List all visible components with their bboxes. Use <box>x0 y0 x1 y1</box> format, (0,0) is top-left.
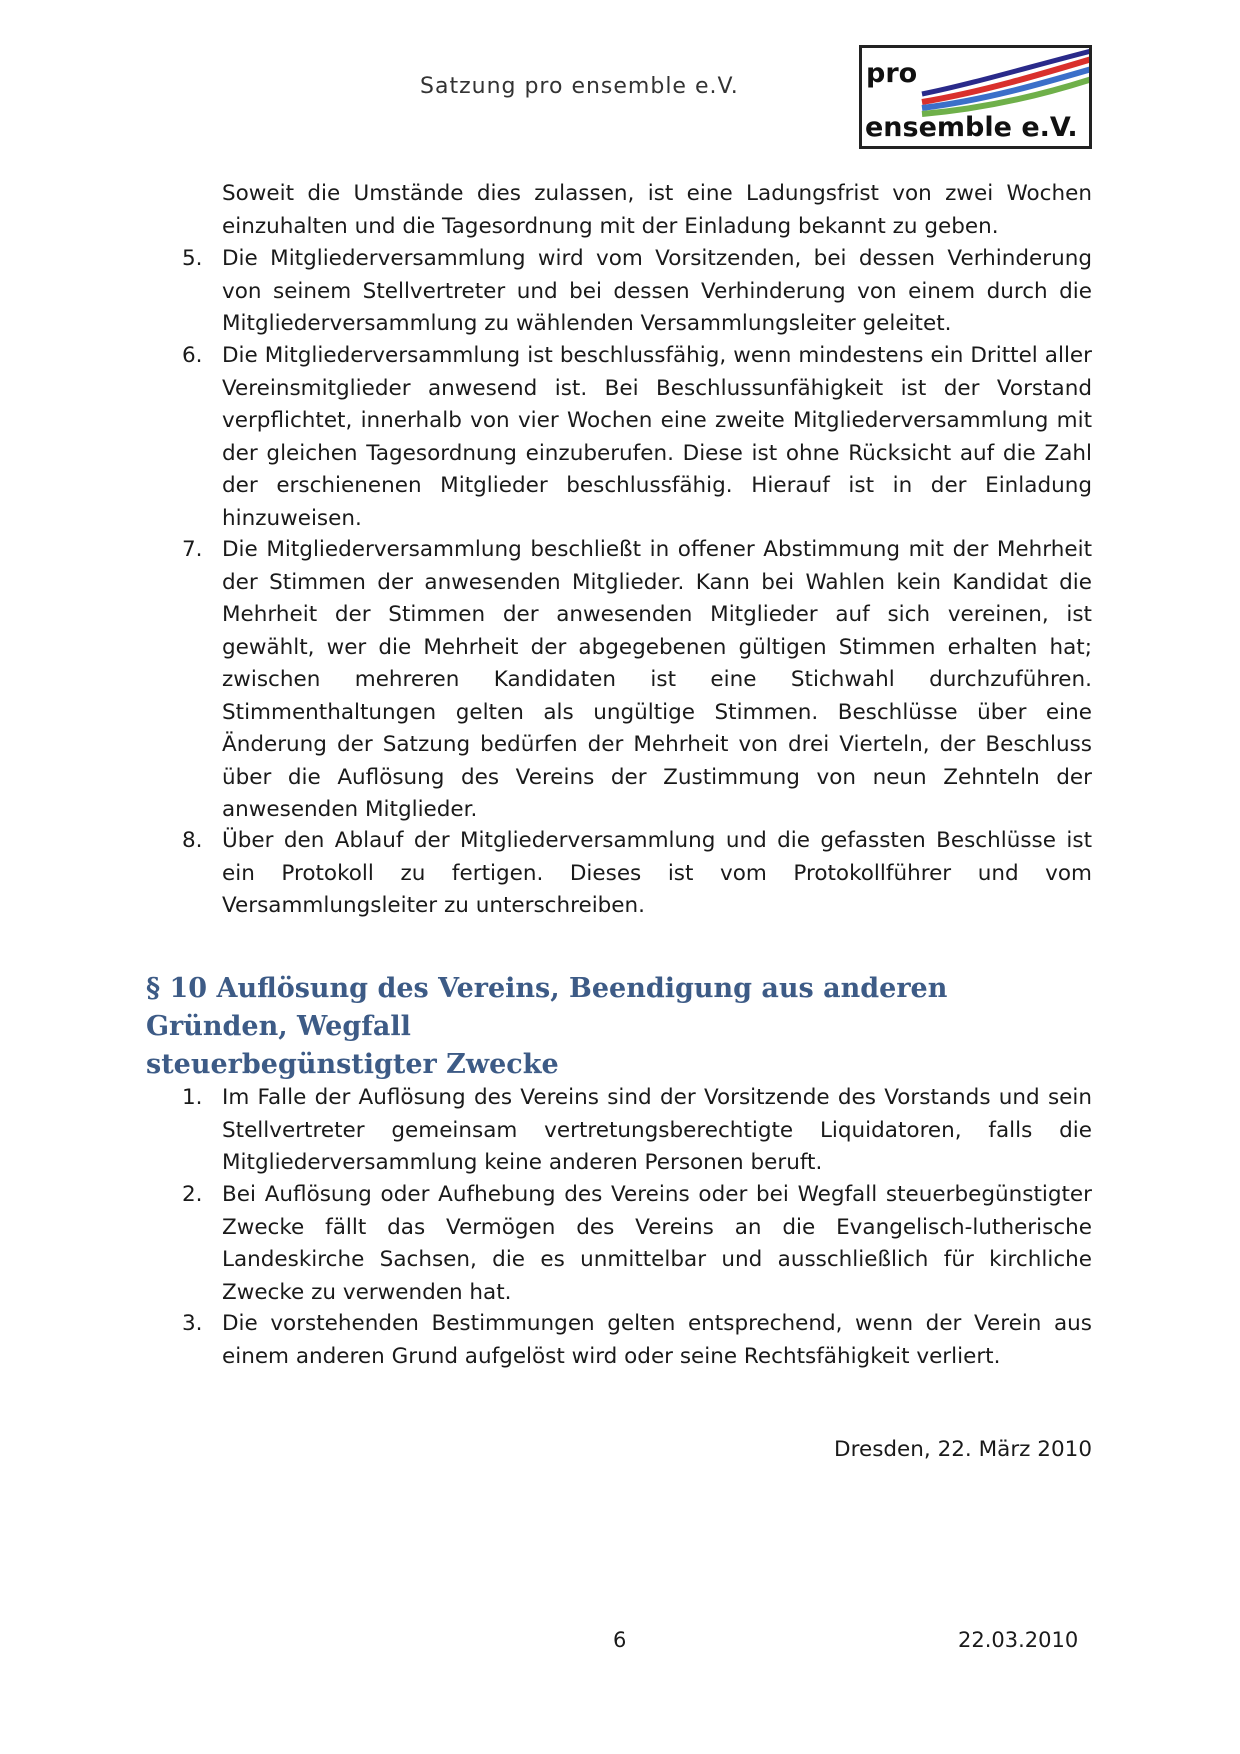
footer-date: 22.03.2010 <box>958 1628 1079 1652</box>
list-item-number: 1. <box>182 1085 203 1110</box>
list-item-text: Im Falle der Auflösung des Vereins sind der Vorsitzende des Vorstands und sein Stellvertreter gemeinsam vertretungsberechtigte Liquidatoren, falls die Mitgliederversammlung keine anderen Personen beruft. <box>222 1085 1092 1175</box>
list-item-number: 5. <box>182 246 203 271</box>
list-item-text: Die Mitgliederversammlung ist beschlussfähig, wenn mindestens ein Drittel aller Vereinsmitglieder anwesend ist. Bei Beschlussunfähigkeit ist der Vorstand verpflichtet, innerhalb von vier Wochen eine zweite Mitgliederversammlung mit der gleichen Tagesordnung einzuberufen. Diese ist ohne Rücksicht auf die Zahl der erschienenen Mitglieder beschlussfähig. Hierauf ist in der Einladung hinzuweisen. <box>222 343 1092 531</box>
logo-text-ensemble: ensemble e.V. <box>865 112 1078 143</box>
continuation-paragraph: Soweit die Umstände dies zulassen, ist eine Ladungsfrist von zwei Wochen einzuhalten und die Tagesordnung mit der Einladung bekannt zu geben. <box>222 181 1092 239</box>
list-item <box>182 1179 1092 1309</box>
list-item <box>182 243 1092 341</box>
list-item-text: Über den Ablauf der Mitgliederversammlung und die gefassten Beschlüsse ist ein Protokoll zu fertigen. Dieses ist vom Protokollführer und vom Versammlungsleiter zu unterschreiben. <box>222 828 1092 918</box>
page-number: 6 <box>613 1628 627 1652</box>
section-heading <box>146 970 1092 1084</box>
section-heading-line2: steuerbegünstigter Zwecke <box>146 1049 559 1080</box>
list-item-text: Die vorstehenden Bestimmungen gelten entsprechend, wenn der Verein aus einem anderen Grund aufgelöst wird oder seine Rechtsfähigkeit verliert. <box>222 1311 1092 1369</box>
list-item <box>182 1082 1092 1180</box>
place-and-date: Dresden, 22. März 2010 <box>834 1437 1092 1462</box>
list-item-text: Die Mitgliederversammlung wird vom Vorsitzenden, bei dessen Verhinderung von seinem Stellvertreter und bei dessen Verhinderung von einem durch die Mitgliederversammlung zu wählenden Versammlungsleiter geleitet. <box>222 246 1092 336</box>
pro-ensemble-logo <box>859 45 1092 149</box>
list-item-number: 2. <box>182 1182 203 1207</box>
list-item-text: Bei Auflösung oder Aufhebung des Vereins oder bei Wegfall steuerbegünstigter Zwecke fällt das Vermögen des Vereins an die Evangelisch-lutherische Landeskirche Sachsen, die es unmittelbar und ausschließlich für kirchliche Zwecke zu verwenden hat. <box>222 1182 1092 1305</box>
header-title: Satzung pro ensemble e.V. <box>420 74 739 99</box>
list-item-number: 8. <box>182 828 203 853</box>
list-item-number: 6. <box>182 343 203 368</box>
list-item-number: 3. <box>182 1311 203 1336</box>
list-item <box>182 534 1092 827</box>
list-item <box>182 825 1092 923</box>
logo-text-pro: pro <box>866 58 918 89</box>
list-item <box>182 1308 1092 1373</box>
list-item-number: 7. <box>182 537 203 562</box>
list-item <box>182 340 1092 535</box>
list-item-text: Die Mitgliederversammlung beschließt in offener Abstimmung mit der Mehrheit der Stimmen der anwesenden Mitglieder. Kann bei Wahlen kein Kandidat die Mehrheit der Stimmen der anwesenden Mitglieder auf sich vereinen, ist gewählt, wer die Mehrheit der abgegebenen gültigen Stimmen erhalten hat; zwischen mehreren Kandidaten ist eine Stichwahl durchzuführen. Stimmenthaltungen gelten als ungültige Stimmen. Beschlüsse über eine Änderung der Satzung bedürfen der Mehrheit von drei Vierteln, der Beschluss über die Auflösung des Vereins der Zustimmung von neun Zehnteln der anwesenden Mitglieder. <box>222 537 1092 822</box>
section-heading-line1: § 10 Auflösung des Vereins, Beendigung aus anderen Gründen, Wegfall <box>146 973 948 1042</box>
